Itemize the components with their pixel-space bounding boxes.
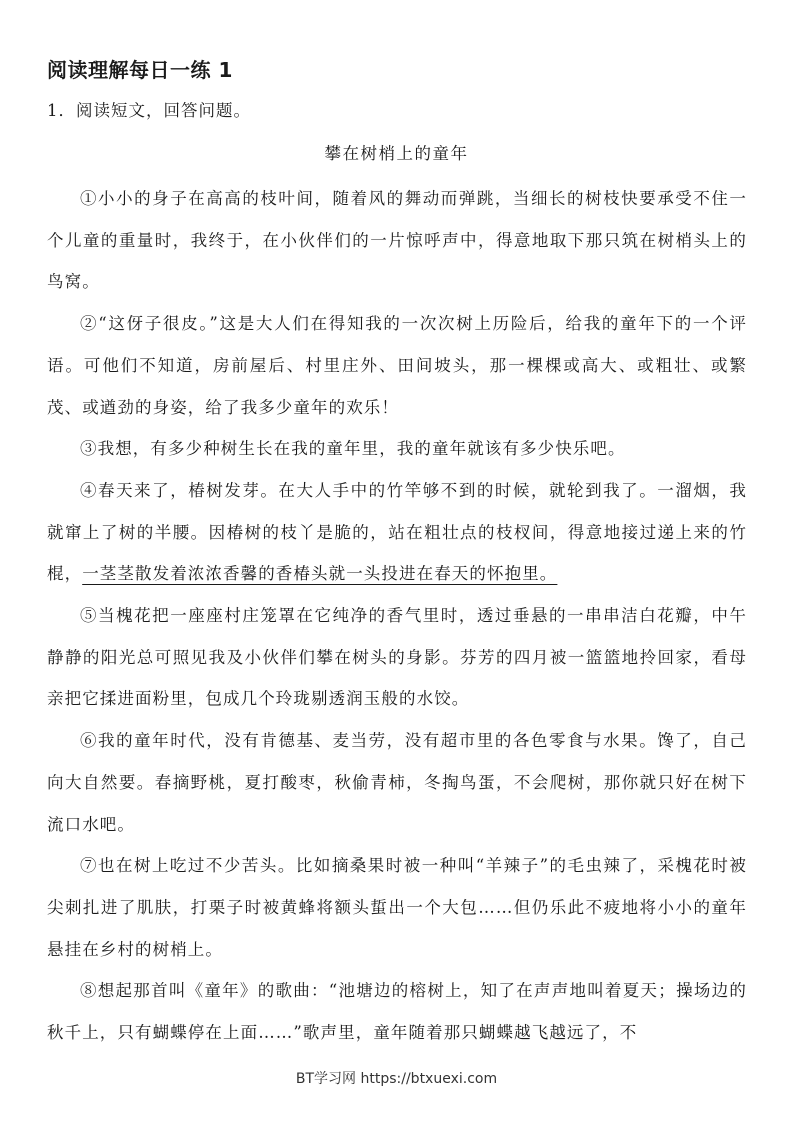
footer-watermark: BT学习网 https://btxuexi.com — [295, 1071, 498, 1087]
paragraph-6: ⑥我的童年时代，没有肯德基、麦当劳，没有超市里的各色零食与水果。馋了，自己向大自然要。春摘野桃，夏打酸枣，秋偷青柿，冬掏鸟蛋，不会爬树，那你就只好在树下流口水吧。 — [47, 731, 747, 834]
article-body — [47, 178, 747, 1054]
paragraph-2: ②“这伢子很皮。”这是大人们在得知我的一次次树上历险后，给我的童年下的一个评语。可他们不知道，房前屋后、村里庄外、田间坡头，那一棵棵或高大、或粗壮、或繁茂、或遒劲的身姿，给了我多少童年的欢乐！ — [47, 314, 747, 417]
paragraph-3: ③我想，有多少种树生长在我的童年里，我的童年就该有多少快乐吧。 — [80, 439, 626, 459]
underlined-sentence: 一茎茎散发着浓浓香馨的香椿头就一头投进在春天的怀抱里。 — [82, 564, 558, 584]
paragraph-7: ⑦也在树上吃过不少苦头。比如摘桑果时被一种叫“羊辣子”的毛虫辣了，采槐花时被尖刺扎进了肌肤，打栗子时被黄蜂将额头蜇出一个大包……但仍乐此不疲地将小小的童年悬挂在乡村的树梢上。 — [47, 856, 747, 959]
paragraph-8: ⑧想起那首叫《童年》的歌曲：“池塘边的榕树上，知了在声声地叫着夏天；操场边的秋千上，只有蝴蝶停在上面……”歌声里，童年随着那只蝴蝶越飞越远了，不 — [47, 981, 747, 1043]
paragraph-1: ①小小的身子在高高的枝叶间，随着风的舞动而弹跳，当细长的树枝快要承受不住一个儿童的重量时，我终于，在小伙伴们的一片惊呼声中，得意地取下那只筑在树梢头上的鸟窝。 — [47, 189, 747, 292]
article-title: 攀在树梢上的童年 — [324, 144, 469, 163]
question-prompt: 1．阅读短文，回答问题。 — [47, 101, 251, 120]
paragraph-5: ⑤当槐花把一座座村庄笼罩在它纯净的香气里时，透过垂悬的一串串洁白花瓣，中午静静的阳光总可照见我及小伙伴们攀在树头的身影。芬芳的四月被一篮篮地拎回家，看母亲把它揉进面粉里，包成几个玲珑剔透润玉般的水饺。 — [47, 606, 747, 709]
page-title: 阅读理解每日一练 1 — [47, 58, 233, 82]
paragraph-4: ④春天来了，椿树发芽。在大人手中的竹竿够不到的时候，就轮到我了。一溜烟，我就窜上了树的半腰。因椿树的枝丫是脆的，站在粗壮点的枝杈间，得意地接过递上来的竹棍，一茎茎散发着浓浓香馨的香椿头就一头投进在春天的怀抱里。 — [47, 480, 747, 584]
